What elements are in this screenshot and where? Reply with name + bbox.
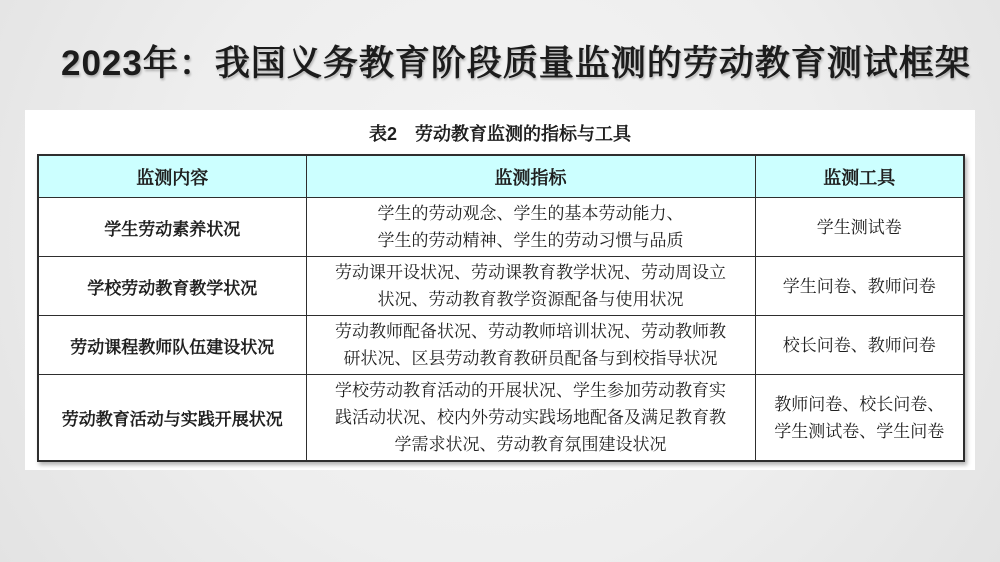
indicator-line: 学生的劳动观念、学生的基本劳动能力、 (377, 204, 684, 223)
table-header-row (38, 155, 964, 198)
tool-line: 学生问卷、教师问卷 (782, 276, 936, 296)
table-row (38, 257, 964, 316)
row-tool-cell (755, 316, 964, 375)
row-indicator-cell (306, 375, 755, 462)
row-content-cell: 劳动教育活动与实践开展状况 (38, 375, 306, 462)
header-cell-tool: 监测工具 (755, 155, 964, 198)
slide-title: 2023年：我国义务教育阶段质量监测的劳动教育测试框架 (61, 44, 971, 83)
tool-line: 校长问卷、教师问卷 (782, 335, 936, 355)
indicator-line: 研状况、区县劳动教育教研员配备与到校指导状况 (343, 349, 718, 368)
row-indicator-cell (306, 316, 755, 375)
row-content-cell: 劳动课程教师队伍建设状况 (38, 316, 306, 375)
indicator-line: 践活动状况、校内外劳动实践场地配备及满足教育教 (335, 408, 726, 427)
row-content-cell: 学校劳动教育教学状况 (38, 257, 306, 316)
header-cell-content: 监测内容 (38, 155, 306, 198)
row-indicator-cell (306, 257, 755, 316)
monitoring-table (37, 154, 965, 462)
row-content-cell: 学生劳动素养状况 (38, 198, 306, 257)
table-row (38, 375, 964, 462)
row-tool-cell (755, 257, 964, 316)
row-indicator-cell (306, 198, 755, 257)
tool-line: 学生测试卷、学生问卷 (774, 421, 945, 441)
indicator-line: 劳动课开设状况、劳动课教育教学状况、劳动周设立 (335, 263, 726, 282)
table-row (38, 316, 964, 375)
indicator-line: 学需求状况、劳动教育氛围建设状况 (394, 435, 667, 454)
table-row (38, 198, 964, 257)
tool-line: 学生测试卷 (816, 217, 902, 237)
tool-line: 教师问卷、校长问卷、 (774, 394, 945, 414)
content-panel (25, 110, 975, 470)
row-tool-cell (755, 375, 964, 462)
table-caption: 表2 劳动教育监测的指标与工具 (368, 124, 631, 144)
indicator-line: 劳动教师配备状况、劳动教师培训状况、劳动教师教 (335, 322, 726, 341)
indicator-line: 状况、劳动教育教学资源配备与使用状况 (377, 290, 684, 309)
row-tool-cell (755, 198, 964, 257)
indicator-line: 学生的劳动精神、学生的劳动习惯与品质 (377, 231, 684, 250)
indicator-line: 学校劳动教育活动的开展状况、学生参加劳动教育实 (335, 381, 726, 400)
header-cell-indicator: 监测指标 (306, 155, 755, 198)
